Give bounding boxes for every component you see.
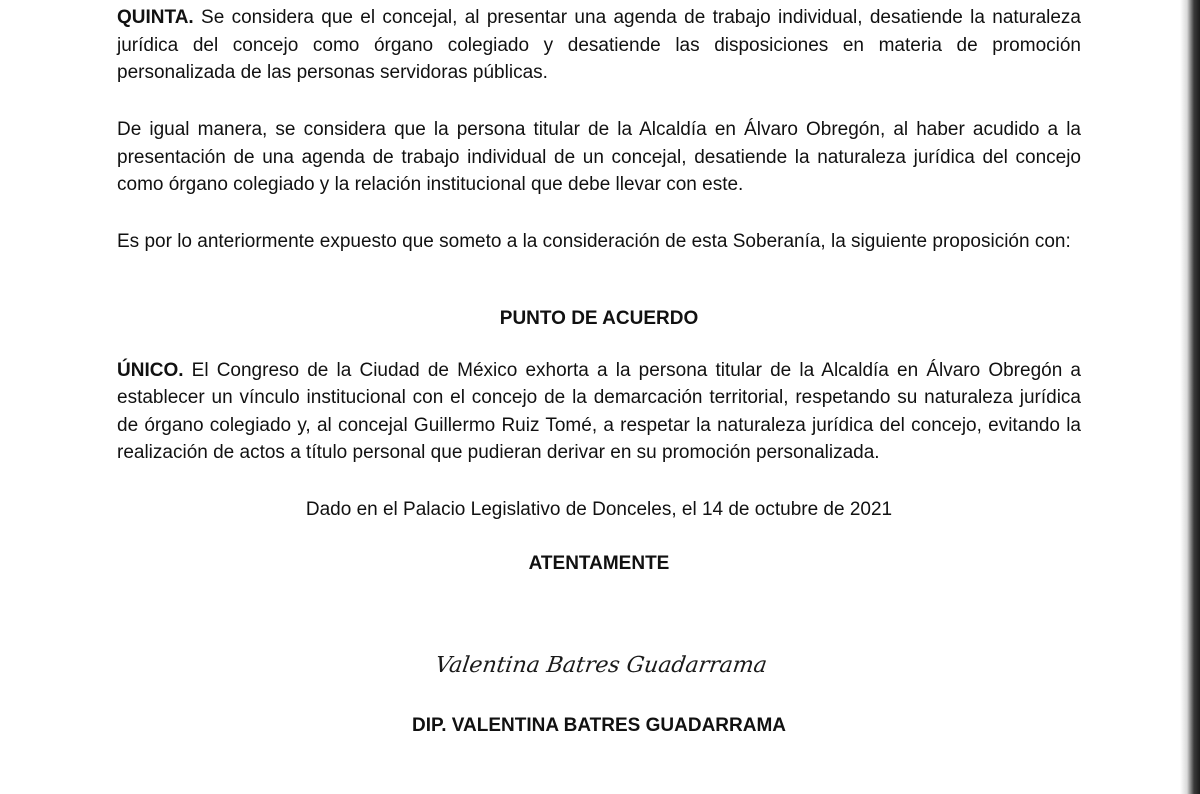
- signatory-name: DIP. VALENTINA BATRES GUADARRAMA: [411, 715, 787, 736]
- clause-unico: [117, 357, 1081, 467]
- dated-line: Dado en el Palacio Legislativo de Donceles, el 14 de octubre de 2021: [305, 498, 893, 520]
- clause-quinta-text: Se considera que el concejal, al presentar una agenda de trabajo individual, desatiende la naturaleza jurídica del concejo como órgano colegiado y desatiende las disposiciones en materia de promoción personalizada de las personas servidoras públicas.: [117, 7, 1081, 83]
- clause-quinta: [117, 4, 1081, 86]
- signatory-block: [117, 712, 1081, 740]
- clause-unico-text: El Congreso de la Ciudad de México exhorta a la persona titular de la Alcaldía en Álvaro Obregón a establecer un vínculo institucional con el concejo de la demarcación territorial, respetando su naturaleza jurídica de órgano colegiado y, al concejal Guillermo Ruiz Tomé, a respetar la naturaleza jurídica del concejo, evitando la realización de actos a título personal que pudieran derivar en su promoción personalizada.: [117, 359, 1081, 463]
- handwritten-signature: [420, 645, 780, 685]
- clause-unico-label: ÚNICO.: [117, 359, 184, 381]
- heading-punto-de-acuerdo: PUNTO DE ACUERDO: [499, 308, 699, 329]
- document-body: [117, 4, 1081, 578]
- page-edge-shadow: [1180, 0, 1200, 794]
- clause-quinta-label: QUINTA.: [117, 7, 194, 28]
- signature-image: [420, 645, 780, 685]
- paragraph-proposicion: Es por lo anteriormente expuesto que someto a la consideración de esta Soberanía, la siguiente proposición con:: [117, 231, 1071, 252]
- paragraph-igual-manera: De igual manera, se considera que la persona titular de la Alcaldía en Álvaro Obregón, al haber acudido a la presentación de una agenda de trabajo individual de un concejal, desatiende la naturaleza jurídica del concejo como órgano colegiado y la relación institucional que debe llevar con este.: [117, 119, 1081, 195]
- signature-script: Valentina Batres Guadarrama: [433, 652, 769, 678]
- closing-atentamente: ATENTAMENTE: [528, 553, 670, 574]
